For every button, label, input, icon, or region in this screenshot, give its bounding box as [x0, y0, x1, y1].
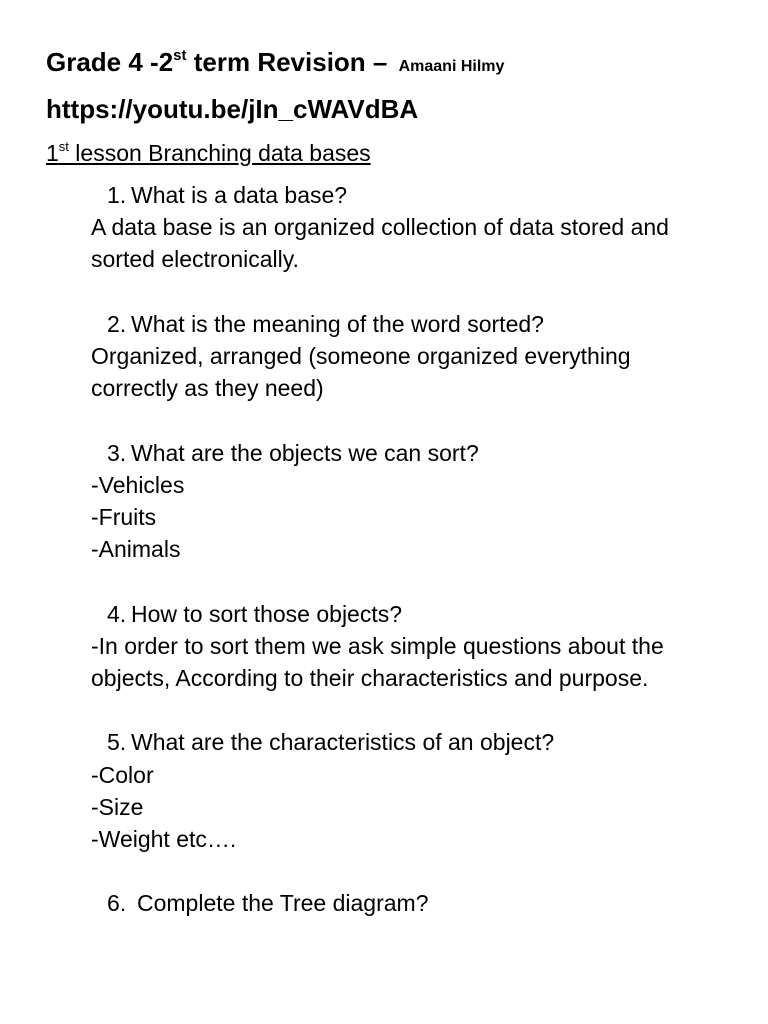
spacer — [91, 404, 741, 436]
question-4 — [91, 598, 741, 630]
question-number: 6. — [107, 890, 127, 917]
spacer — [91, 565, 741, 597]
answer-line: Organized, arranged (someone organized everything — [91, 343, 631, 369]
lesson-title: lesson Branching data bases — [68, 140, 371, 166]
question-text: What are the characteristics of an object? — [131, 729, 555, 756]
lesson-number: 1 — [46, 140, 59, 166]
lesson-heading — [46, 137, 371, 169]
document-title — [46, 44, 504, 85]
question-text: What is the meaning of the word sorted? — [131, 310, 544, 337]
question-number: 5. — [107, 729, 127, 756]
question-text: Complete the Tree diagram? — [137, 890, 429, 917]
question-text: What is a data base? — [131, 182, 348, 208]
youtube-link[interactable]: https://youtu.be/jIn_cWAVdBA — [46, 94, 419, 124]
answer-line: -Color — [91, 761, 154, 788]
spacer — [91, 276, 741, 308]
question-number: 4. — [107, 600, 127, 627]
answer-line: -Size — [91, 793, 144, 820]
question-text: How to sort those objects? — [131, 600, 403, 627]
question-2 — [91, 308, 741, 340]
question-5 — [91, 726, 741, 758]
answer-line: -Vehicles — [91, 471, 185, 498]
question-number: 3. — [107, 439, 127, 466]
answer-line: sorted electronically. — [91, 246, 299, 273]
author-name: Amaani Hilmy — [398, 58, 505, 75]
answer-line: -Fruits — [91, 504, 157, 530]
spacer — [91, 855, 741, 887]
question-list — [91, 179, 741, 920]
question-number: 2. — [107, 310, 127, 337]
question-3 — [91, 437, 741, 469]
answer-line: -In order to sort them we ask simple questions about the — [91, 632, 664, 659]
lesson-superscript: st — [58, 139, 69, 154]
title-prefix: Grade 4 -2 — [46, 47, 174, 77]
answer-line: correctly as they need) — [91, 375, 324, 402]
spacer — [91, 694, 741, 726]
answer-line: objects, According to their characteristics and purpose. — [91, 665, 649, 691]
answer-line: -Animals — [91, 536, 181, 563]
question-6 — [91, 887, 741, 919]
answer-line: -Weight etc…. — [91, 826, 237, 852]
question-1 — [91, 179, 741, 211]
question-number: 1. — [107, 182, 127, 208]
answer-line: A data base is an organized collection of data stored and — [91, 214, 669, 241]
title-superscript: st — [173, 47, 187, 64]
title-suffix: term Revision – — [186, 47, 395, 77]
question-text: What are the objects we can sort? — [131, 439, 479, 466]
